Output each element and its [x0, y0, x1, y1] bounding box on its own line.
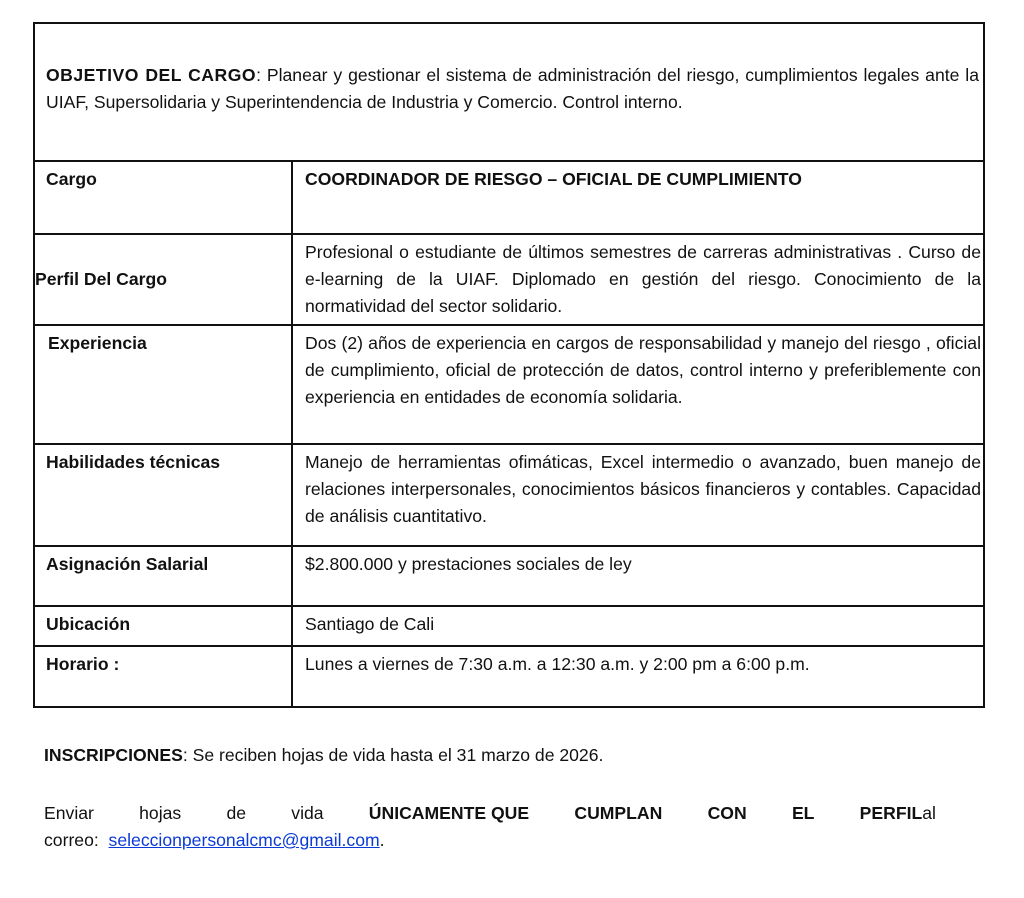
row-label: Habilidades técnicas — [35, 445, 293, 545]
row-perfil — [35, 235, 983, 326]
envio-word: Enviar — [44, 803, 94, 823]
row-habilidades — [35, 445, 983, 547]
row-label: Cargo — [35, 162, 293, 233]
envio-bold-word: CUMPLAN — [574, 803, 663, 823]
row-label: Asignación Salarial — [35, 547, 293, 605]
email-suffix: . — [379, 830, 385, 850]
row-experiencia — [35, 326, 983, 445]
row-label: Horario : — [35, 647, 293, 706]
objective-section — [35, 24, 983, 162]
row-value: $2.800.000 y prestaciones sociales de ley — [305, 554, 632, 574]
row-label: Perfil Del Cargo — [35, 235, 293, 324]
objective-separator: : — [256, 65, 261, 85]
envio-word: vida — [291, 803, 324, 823]
inscripciones-paragraph — [44, 742, 944, 769]
envio-line-2 — [44, 827, 944, 854]
job-table — [33, 22, 985, 708]
envio-perfil-al — [860, 800, 936, 827]
correo-label: correo: — [44, 830, 99, 850]
row-value: Profesional o estudiante de últimos semestres de carreras administrativas . Curso de e-learning de la UIAF. Diplomado en gestión del riesgo. Conocimiento de la normatividad del sector solidario. — [305, 242, 981, 316]
inscripciones-label: INSCRIPCIONES — [44, 745, 183, 765]
row-value: Lunes a viernes de 7:30 a.m. a 12:30 a.m. y 2:00 pm a 6:00 p.m. — [305, 654, 810, 674]
envio-bold-word: ÚNICAMENTE QUE — [368, 803, 530, 823]
row-cargo — [35, 162, 983, 235]
envio-bold-word: CON — [707, 803, 747, 823]
objective-text: Planear y gestionar el sistema de administración del riesgo, cumplimientos legales ante la UIAF, Supersolidaria y Superintendencia de Industria y Comercio. Control interno. — [46, 65, 979, 112]
envio-line-1 — [44, 800, 936, 827]
row-salario — [35, 547, 983, 607]
row-value: Dos (2) años de experiencia en cargos de responsabilidad y manejo del riesgo , oficial de cumplimiento, oficial de protección de datos, control interno y preferiblemente con experiencia en entidades de economía solidaria. — [305, 333, 981, 407]
envio-tail: al — [922, 803, 936, 823]
objective-label: OBJETIVO DEL CARGO — [46, 65, 257, 85]
row-ubicacion — [35, 607, 983, 647]
row-value: Manejo de herramientas ofimáticas, Excel intermedio o avanzado, buen manejo de relaciones interpersonales, conocimientos básicos financieros y contables. Capacidad de análisis cuantitativo. — [305, 452, 981, 526]
envio-word: de — [226, 803, 247, 823]
envio-bold-word: EL — [791, 803, 815, 823]
row-label: Experiencia — [35, 326, 293, 443]
envio-paragraph — [44, 800, 944, 854]
row-value: Santiago de Cali — [305, 614, 435, 634]
envio-word: hojas — [139, 803, 182, 823]
row-horario — [35, 647, 983, 706]
envio-bold-word: PERFIL — [859, 803, 923, 823]
email-link[interactable]: seleccionpersonalcmc@gmail.com — [108, 830, 380, 850]
row-label: Ubicación — [35, 607, 293, 645]
inscripciones-text: : Se reciben hojas de vida hasta el 31 marzo de 2026. — [182, 745, 604, 765]
row-value: COORDINADOR DE RIESGO – OFICIAL DE CUMPLIMIENTO — [305, 169, 802, 189]
